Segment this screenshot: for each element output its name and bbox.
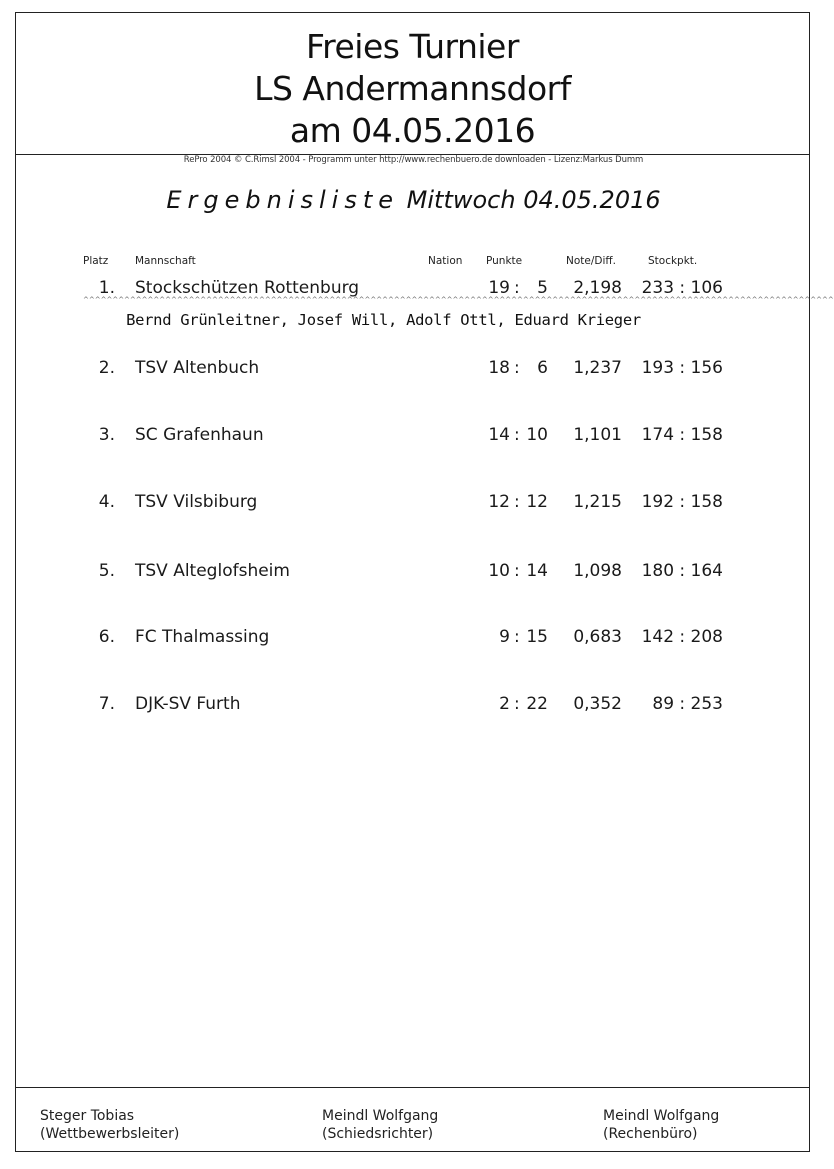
points-won-cell: 9 bbox=[499, 627, 510, 647]
quotient-cell: 1,215 bbox=[573, 492, 622, 512]
rank-cell: 3. bbox=[98, 425, 115, 445]
quotient-cell: 0,683 bbox=[573, 627, 622, 647]
table-row bbox=[0, 492, 827, 518]
quotient-cell: 1,101 bbox=[573, 425, 622, 445]
table-row bbox=[0, 425, 827, 451]
title-line-2: LS Andermannsdorf bbox=[254, 69, 571, 108]
points-separator: : bbox=[514, 425, 520, 445]
points-won-cell: 10 bbox=[488, 561, 510, 581]
quotient-cell: 2,198 bbox=[573, 278, 622, 298]
rank-cell: 1. bbox=[98, 278, 115, 298]
points-won-cell: 19 bbox=[488, 278, 510, 298]
team-cell: TSV Altenbuch bbox=[135, 358, 260, 378]
points-lost-cell: 14 bbox=[526, 561, 548, 581]
table-row bbox=[0, 561, 827, 587]
points-separator: : bbox=[514, 627, 520, 647]
col-punkte: Punkte bbox=[486, 255, 523, 267]
signature-rechenbuero bbox=[603, 1107, 719, 1143]
points-separator: : bbox=[514, 561, 520, 581]
team-cell: FC Thalmassing bbox=[135, 627, 270, 647]
stockpunkte-cell: 193 : 156 bbox=[641, 358, 723, 378]
col-nation: Nation bbox=[428, 255, 463, 267]
points-separator: : bbox=[514, 694, 520, 714]
software-credit: RePro 2004 © C.Rimsl 2004 - Programm unter http://www.rechenbuero.de downloaden - Lizenz:Markus Dumm bbox=[183, 155, 644, 165]
team-cell: Stockschützen Rottenburg bbox=[135, 278, 360, 298]
rank-cell: 6. bbox=[98, 627, 115, 647]
stockpunkte-cell: 89 : 253 bbox=[652, 694, 723, 714]
table-row bbox=[0, 627, 827, 653]
stockpunkte-cell: 192 : 158 bbox=[641, 492, 723, 512]
team-cell: TSV Vilsbiburg bbox=[135, 492, 258, 512]
signature-role: (Wettbewerbsleiter) bbox=[40, 1126, 180, 1142]
stockpunkte-cell: 180 : 164 bbox=[641, 561, 723, 581]
rank-cell: 5. bbox=[98, 561, 115, 581]
quotient-cell: 1,098 bbox=[573, 561, 622, 581]
heading-date: Mittwoch 04.05.2016 bbox=[406, 186, 661, 214]
points-lost-cell: 5 bbox=[537, 278, 548, 298]
points-separator: : bbox=[514, 492, 520, 512]
winner-members: Bernd Grünleitner, Josef Will, Adolf Ottl, Eduard Krieger bbox=[126, 311, 641, 329]
points-won-cell: 12 bbox=[488, 492, 510, 512]
signature-role: (Schiedsrichter) bbox=[322, 1126, 434, 1142]
signature-name: Meindl Wolfgang bbox=[603, 1108, 720, 1124]
stockpunkte-cell: 233 : 106 bbox=[641, 278, 723, 298]
points-separator: : bbox=[514, 358, 520, 378]
signature-wettbewerbsleiter bbox=[40, 1107, 179, 1143]
points-won-cell: 2 bbox=[499, 694, 510, 714]
signature-schiedsrichter bbox=[322, 1107, 438, 1143]
quotient-cell: 0,352 bbox=[573, 694, 622, 714]
col-mannschaft: Mannschaft bbox=[135, 255, 196, 267]
title-line-1: Freies Turnier bbox=[306, 27, 519, 66]
col-platz: Platz bbox=[83, 255, 109, 267]
signature-name: Meindl Wolfgang bbox=[322, 1108, 439, 1124]
results-heading bbox=[0, 186, 827, 214]
points-lost-cell: 6 bbox=[537, 358, 548, 378]
points-lost-cell: 12 bbox=[526, 492, 548, 512]
quotient-cell: 1,237 bbox=[573, 358, 622, 378]
col-stockpunkte: Stockpkt. bbox=[648, 255, 698, 267]
table-row bbox=[0, 358, 827, 384]
points-won-cell: 14 bbox=[488, 425, 510, 445]
points-separator: : bbox=[514, 278, 520, 298]
stockpunkte-cell: 174 : 158 bbox=[641, 425, 723, 445]
team-cell: DJK-SV Furth bbox=[135, 694, 241, 714]
rank-cell: 7. bbox=[98, 694, 115, 714]
points-lost-cell: 10 bbox=[526, 425, 548, 445]
team-cell: SC Grafenhaun bbox=[135, 425, 264, 445]
signature-role: (Rechenbüro) bbox=[603, 1126, 698, 1142]
team-cell: TSV Alteglofsheim bbox=[135, 561, 290, 581]
signature-name: Steger Tobias bbox=[40, 1108, 135, 1124]
heading-ergebnisliste: Ergebnisliste bbox=[166, 186, 400, 214]
points-lost-cell: 15 bbox=[526, 627, 548, 647]
col-note: Note/Diff. bbox=[566, 255, 616, 267]
row-separator: ^^^^^^^^^^^^^^^^^^^^^^^^^^^^^^^^^^^^^^^^^^^^^^^^^^^^^^^^^^^^^^^^^^^^^^^^^^^^^^^^^^^^^^^^^^^^^^^^^^^^^^^^^^^^^^^^^^^^^^^^^^^^^^^^ bbox=[83, 296, 834, 304]
points-won-cell: 18 bbox=[488, 358, 510, 378]
table-row bbox=[0, 694, 827, 720]
points-lost-cell: 22 bbox=[526, 694, 548, 714]
rank-cell: 2. bbox=[98, 358, 115, 378]
title-line-3: am 04.05.2016 bbox=[289, 111, 536, 150]
title-box bbox=[15, 12, 810, 155]
stockpunkte-cell: 142 : 208 bbox=[641, 627, 723, 647]
footer-divider bbox=[15, 1087, 810, 1088]
rank-cell: 4. bbox=[98, 492, 115, 512]
